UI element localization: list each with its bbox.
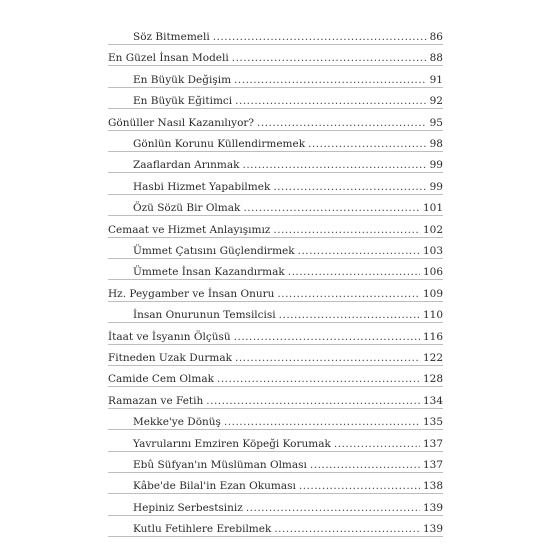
toc-entry-page-number: 103	[422, 245, 443, 257]
toc-entry-page-number: 109	[422, 287, 443, 300]
toc-entry	[133, 67, 443, 87]
toc-entry	[108, 324, 443, 344]
dot-leader	[279, 308, 420, 322]
toc-entry-title: Hepiniz Serbestsiniz	[133, 501, 243, 514]
toc-entry-page-number: 88	[429, 52, 443, 65]
toc-entry	[108, 217, 443, 237]
toc-entry-page-number: 86	[429, 31, 443, 43]
toc-entry	[133, 195, 443, 215]
dot-leader	[235, 351, 420, 365]
dot-leader	[308, 137, 427, 151]
toc-entry	[108, 345, 443, 365]
dot-leader	[234, 330, 420, 344]
toc-entry-title: Cemaat ve Hizmet Anlayışımız	[108, 223, 271, 236]
toc-entry-title: Hz. Peygamber ve İnsan Onuru	[108, 287, 275, 300]
dot-leader	[235, 94, 426, 108]
toc-entry-page-number: 135	[422, 416, 443, 429]
toc-entry	[108, 281, 443, 301]
toc-entry-page-number: 137	[422, 459, 443, 471]
toc-entry-title: Camide Cem Olmak	[108, 373, 214, 386]
dot-leader	[232, 51, 427, 65]
row-divider	[108, 536, 443, 537]
toc-entry-page-number: 138	[422, 480, 443, 493]
toc-entry-page-number: 137	[422, 437, 443, 450]
dot-leader	[299, 479, 420, 493]
dot-leader	[334, 437, 420, 451]
toc-entry-page-number: 128	[422, 373, 443, 386]
toc-entry-title: Mekke'ye Dönüş	[133, 416, 221, 429]
dot-leader	[242, 158, 426, 172]
toc-entry	[133, 409, 443, 429]
dot-leader	[243, 201, 420, 215]
toc-entry	[108, 110, 443, 130]
toc-entry-title: Özü Sözü Bir Olmak	[133, 202, 241, 215]
dot-leader	[246, 501, 420, 515]
toc-entry-title: Kutlu Fetihlere Erebilmek	[133, 523, 272, 536]
toc-entry	[133, 302, 443, 322]
toc-entry-page-number: 101	[422, 202, 443, 215]
dot-leader	[217, 372, 420, 386]
toc-entry	[108, 45, 443, 65]
toc-entry-title: En Büyük Değişim	[133, 73, 232, 86]
toc-entry	[133, 495, 443, 515]
toc-entry-page-number: 92	[429, 95, 443, 108]
toc-entry	[133, 24, 443, 44]
dot-leader	[288, 265, 420, 279]
toc-entry-page-number: 122	[422, 352, 443, 364]
toc-entry-page-number: 110	[422, 309, 443, 322]
toc-entry-page-number: 106	[422, 266, 443, 279]
toc-entry-title: Ümmete İnsan Kazandırmak	[133, 266, 285, 279]
toc-entry-page-number: 91	[429, 73, 443, 86]
dot-leader	[213, 30, 427, 44]
toc-entry-title: Gönüller Nasıl Kazanılıyor?	[108, 116, 255, 129]
toc-entry	[133, 452, 443, 472]
toc-entry-page-number: 99	[429, 159, 443, 172]
toc-entry	[133, 174, 443, 194]
toc-entry	[133, 431, 443, 451]
dot-leader	[257, 116, 427, 130]
toc-entry-page-number: 134	[422, 394, 443, 407]
toc-entry	[133, 88, 443, 108]
toc-entry-title: İnsan Onurunun Temsilcisi	[133, 309, 276, 322]
dot-leader	[274, 522, 420, 536]
toc-entry-page-number: 99	[429, 180, 443, 193]
toc-entry	[133, 259, 443, 279]
toc-entry-page-number: 95	[429, 116, 443, 129]
toc-entry-page-number: 98	[429, 138, 443, 150]
toc-entry-title: Kâbe'de Bilal'in Ezan Okuması	[133, 480, 296, 493]
toc-entry-title: Hasbi Hizmet Yapabilmek	[133, 180, 271, 193]
toc-entry	[133, 516, 443, 536]
toc-entry-page-number: 139	[422, 501, 443, 514]
dot-leader	[298, 244, 420, 258]
toc-entry	[108, 366, 443, 386]
toc-entry-page-number: 139	[422, 523, 443, 536]
toc-entry-title: Fitneden Uzak Durmak	[108, 352, 232, 364]
dot-leader	[277, 287, 420, 301]
dot-leader	[273, 223, 420, 237]
toc-entry	[133, 152, 443, 172]
toc-entry-title: Ümmet Çatısını Güçlendirmek	[133, 245, 295, 257]
toc-entry-title: Ebû Süfyan'ın Müslüman Olması	[133, 459, 307, 471]
dot-leader	[234, 73, 427, 87]
toc-entry-page-number: 102	[422, 223, 443, 236]
toc-entry	[108, 388, 443, 408]
toc-entry	[133, 131, 443, 151]
dot-leader	[310, 458, 420, 472]
toc-entry-title: Gönlün Korunu Küllendirmemek	[133, 138, 306, 150]
toc-entry-title: Zaaflardan Arınmak	[133, 159, 240, 172]
toc-entry-title: En Güzel İnsan Modeli	[108, 52, 229, 65]
dot-leader	[273, 180, 426, 194]
toc-entry-title: Ramazan ve Fetih	[108, 394, 204, 407]
toc-entry	[133, 238, 443, 258]
dot-leader	[224, 415, 420, 429]
toc-entry	[133, 473, 443, 493]
toc-entry-title: Yavrularını Emziren Köpeği Korumak	[133, 437, 331, 450]
toc-entry-title: En Büyük Eğitimci	[133, 95, 233, 108]
toc-entry-title: Söz Bitmemeli	[133, 31, 210, 43]
toc-entry-title: İtaat ve İsyanın Ölçüsü	[108, 330, 231, 343]
toc-entry-page-number: 116	[422, 330, 443, 343]
dot-leader	[206, 394, 420, 408]
